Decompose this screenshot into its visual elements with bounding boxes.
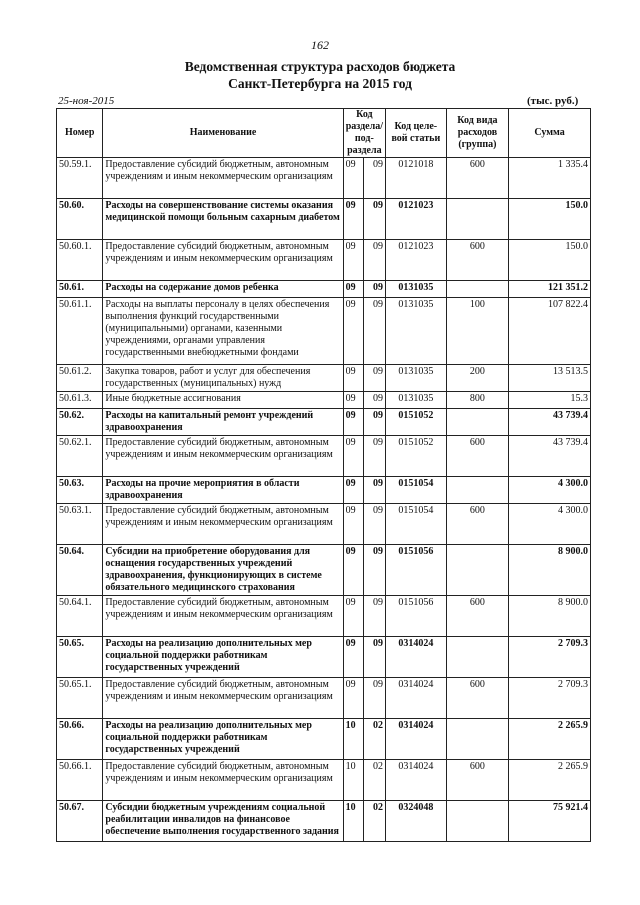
row-number: 50.61.2. (57, 365, 103, 392)
row-sum: 2 709.3 (509, 678, 591, 719)
row-section: 09 (343, 436, 363, 477)
page-number: 162 (311, 38, 329, 52)
table-header-row (57, 109, 591, 158)
row-name: Субсидии на приобретение оборудования для оснащения государственных учреждений здравоохранения, функционирующих в системе обязательного медицинского страхования (103, 545, 343, 596)
row-target: 0314024 (386, 637, 447, 678)
row-name: Расходы на прочие мероприятия в области здравоохранения (103, 477, 343, 504)
document-date: 25-ноя-2015 (58, 95, 115, 107)
row-type (446, 801, 509, 842)
row-number: 50.66.1. (57, 760, 103, 801)
row-section: 09 (343, 504, 363, 545)
row-subsection: 09 (363, 392, 385, 409)
header-name: Наименование (103, 109, 343, 158)
row-subsection: 09 (363, 240, 385, 281)
row-target: 0314024 (386, 760, 447, 801)
row-sum: 2 709.3 (509, 637, 591, 678)
row-section: 09 (343, 637, 363, 678)
row-name: Предоставление субсидий бюджетным, автономным учреждениям и иным некоммерческим организациям (103, 240, 343, 281)
row-subsection: 09 (363, 504, 385, 545)
row-target: 0121023 (386, 199, 447, 240)
row-number: 50.63.1. (57, 504, 103, 545)
row-name: Предоставление субсидий бюджетным, автономным учреждениям и иным некоммерческим организациям (103, 678, 343, 719)
row-type: 600 (446, 678, 509, 719)
table-row (57, 504, 591, 545)
header-number: Номер (57, 109, 103, 158)
row-sum: 150.0 (509, 240, 591, 281)
row-name: Иные бюджетные ассигнования (103, 392, 343, 409)
row-section: 09 (343, 298, 363, 365)
row-section: 09 (343, 158, 363, 199)
row-subsection: 09 (363, 637, 385, 678)
row-section: 09 (343, 199, 363, 240)
row-type: 600 (446, 504, 509, 545)
row-number: 50.65. (57, 637, 103, 678)
row-number: 50.60. (57, 199, 103, 240)
row-number: 50.61. (57, 281, 103, 298)
row-number: 50.61.3. (57, 392, 103, 409)
row-number: 50.67. (57, 801, 103, 842)
row-target: 0324048 (386, 801, 447, 842)
header-target: Код целе-вой статьи (386, 109, 447, 158)
row-target: 0131035 (386, 365, 447, 392)
row-type: 600 (446, 760, 509, 801)
row-number: 50.63. (57, 477, 103, 504)
row-target: 0151054 (386, 504, 447, 545)
row-type (446, 637, 509, 678)
table-row (57, 392, 591, 409)
row-subsection: 09 (363, 298, 385, 365)
row-number: 50.62. (57, 409, 103, 436)
row-subsection: 09 (363, 678, 385, 719)
row-name: Расходы на реализацию дополнительных мер социальной поддержки работникам государственных учреждений (103, 637, 343, 678)
row-target: 0121023 (386, 240, 447, 281)
row-type: 600 (446, 240, 509, 281)
row-target: 0151052 (386, 436, 447, 477)
row-target: 0151056 (386, 545, 447, 596)
row-target: 0131035 (386, 392, 447, 409)
header-section: Код раздела/ под-раздела (343, 109, 385, 158)
table-row (57, 801, 591, 842)
row-type: 600 (446, 158, 509, 199)
row-section: 09 (343, 281, 363, 298)
table-row (57, 409, 591, 436)
row-number: 50.64.1. (57, 596, 103, 637)
table-row (57, 298, 591, 365)
row-target: 0151054 (386, 477, 447, 504)
row-target: 0151052 (386, 409, 447, 436)
table-row (57, 365, 591, 392)
row-type (446, 545, 509, 596)
row-number: 50.65.1. (57, 678, 103, 719)
row-sum: 43 739.4 (509, 436, 591, 477)
row-section: 09 (343, 678, 363, 719)
row-name: Предоставление субсидий бюджетным, автономным учреждениям и иным некоммерческим организациям (103, 158, 343, 199)
row-section: 09 (343, 240, 363, 281)
row-sum: 4 300.0 (509, 477, 591, 504)
row-name: Расходы на капитальный ремонт учреждений здравоохранения (103, 409, 343, 436)
row-name: Расходы на реализацию дополнительных мер социальной поддержки работникам государственных учреждений (103, 719, 343, 760)
row-target: 0131035 (386, 298, 447, 365)
row-type (446, 477, 509, 504)
row-name: Предоставление субсидий бюджетным, автономным учреждениям и иным некоммерческим организациям (103, 504, 343, 545)
row-type (446, 719, 509, 760)
row-type: 600 (446, 436, 509, 477)
row-sum: 121 351.2 (509, 281, 591, 298)
row-subsection: 02 (363, 719, 385, 760)
row-type: 600 (446, 596, 509, 637)
row-subsection: 09 (363, 365, 385, 392)
row-name: Расходы на совершенствование системы оказания медицинской помощи больным сахарным диабетом (103, 199, 343, 240)
row-name: Предоставление субсидий бюджетным, автономным учреждениям и иным некоммерческим организациям (103, 436, 343, 477)
row-sum: 43 739.4 (509, 409, 591, 436)
row-sum: 4 300.0 (509, 504, 591, 545)
row-type (446, 281, 509, 298)
row-section: 10 (343, 719, 363, 760)
table-row (57, 199, 591, 240)
table-row (57, 477, 591, 504)
document-title (0, 58, 640, 92)
row-section: 09 (343, 365, 363, 392)
table-row (57, 240, 591, 281)
header-type: Код вида расходов (группа) (446, 109, 509, 158)
row-type: 100 (446, 298, 509, 365)
units-label: (тыс. руб.) (527, 95, 579, 107)
table-row (57, 760, 591, 801)
row-subsection: 09 (363, 545, 385, 596)
row-target: 0314024 (386, 719, 447, 760)
row-sum: 8 900.0 (509, 596, 591, 637)
row-subsection: 02 (363, 760, 385, 801)
table-row (57, 596, 591, 637)
row-sum: 13 513.5 (509, 365, 591, 392)
row-section: 10 (343, 760, 363, 801)
row-name: Расходы на содержание домов ребенка (103, 281, 343, 298)
row-subsection: 09 (363, 436, 385, 477)
row-type (446, 199, 509, 240)
row-subsection: 02 (363, 801, 385, 842)
row-target: 0314024 (386, 678, 447, 719)
row-subsection: 09 (363, 199, 385, 240)
row-sum: 75 921.4 (509, 801, 591, 842)
table-row (57, 158, 591, 199)
row-section: 09 (343, 477, 363, 504)
row-sum: 2 265.9 (509, 760, 591, 801)
row-name: Предоставление субсидий бюджетным, автономным учреждениям и иным некоммерческим организациям (103, 596, 343, 637)
row-name: Предоставление субсидий бюджетным, автономным учреждениям и иным некоммерческим организациям (103, 760, 343, 801)
table-row (57, 436, 591, 477)
row-sum: 15.3 (509, 392, 591, 409)
budget-table (56, 108, 591, 842)
row-number: 50.61.1. (57, 298, 103, 365)
row-number: 50.64. (57, 545, 103, 596)
row-subsection: 09 (363, 596, 385, 637)
row-subsection: 09 (363, 158, 385, 199)
row-type: 200 (446, 365, 509, 392)
row-subsection: 09 (363, 281, 385, 298)
row-target: 0131035 (386, 281, 447, 298)
row-section: 09 (343, 596, 363, 637)
row-name: Субсидии бюджетным учреждениям социальной реабилитации инвалидов на финансовое обеспечение выполнения государственного задания (103, 801, 343, 842)
row-number: 50.66. (57, 719, 103, 760)
title-line-2: Санкт-Петербурга на 2015 год (228, 76, 412, 91)
row-subsection: 09 (363, 409, 385, 436)
row-number: 50.59.1. (57, 158, 103, 199)
table-row (57, 678, 591, 719)
row-section: 10 (343, 801, 363, 842)
table-row (57, 719, 591, 760)
table-row (57, 281, 591, 298)
row-section: 09 (343, 392, 363, 409)
row-name: Расходы на выплаты персоналу в целях обеспечения выполнения функций государственными (муниципальными) органами, казенными учреждениями, органами управления государственными внебюджетными фондами (103, 298, 343, 365)
row-section: 09 (343, 545, 363, 596)
table-row (57, 545, 591, 596)
row-subsection: 09 (363, 477, 385, 504)
row-number: 50.60.1. (57, 240, 103, 281)
row-sum: 1 335.4 (509, 158, 591, 199)
row-sum: 150.0 (509, 199, 591, 240)
row-type: 800 (446, 392, 509, 409)
row-section: 09 (343, 409, 363, 436)
row-target: 0121018 (386, 158, 447, 199)
row-target: 0151056 (386, 596, 447, 637)
table-row (57, 637, 591, 678)
row-sum: 107 822.4 (509, 298, 591, 365)
header-sum: Сумма (509, 109, 591, 158)
row-type (446, 409, 509, 436)
row-number: 50.62.1. (57, 436, 103, 477)
row-sum: 8 900.0 (509, 545, 591, 596)
row-sum: 2 265.9 (509, 719, 591, 760)
row-name: Закупка товаров, работ и услуг для обеспечения государственных (муниципальных) нужд (103, 365, 343, 392)
title-line-1: Ведомственная структура расходов бюджета (184, 59, 456, 74)
